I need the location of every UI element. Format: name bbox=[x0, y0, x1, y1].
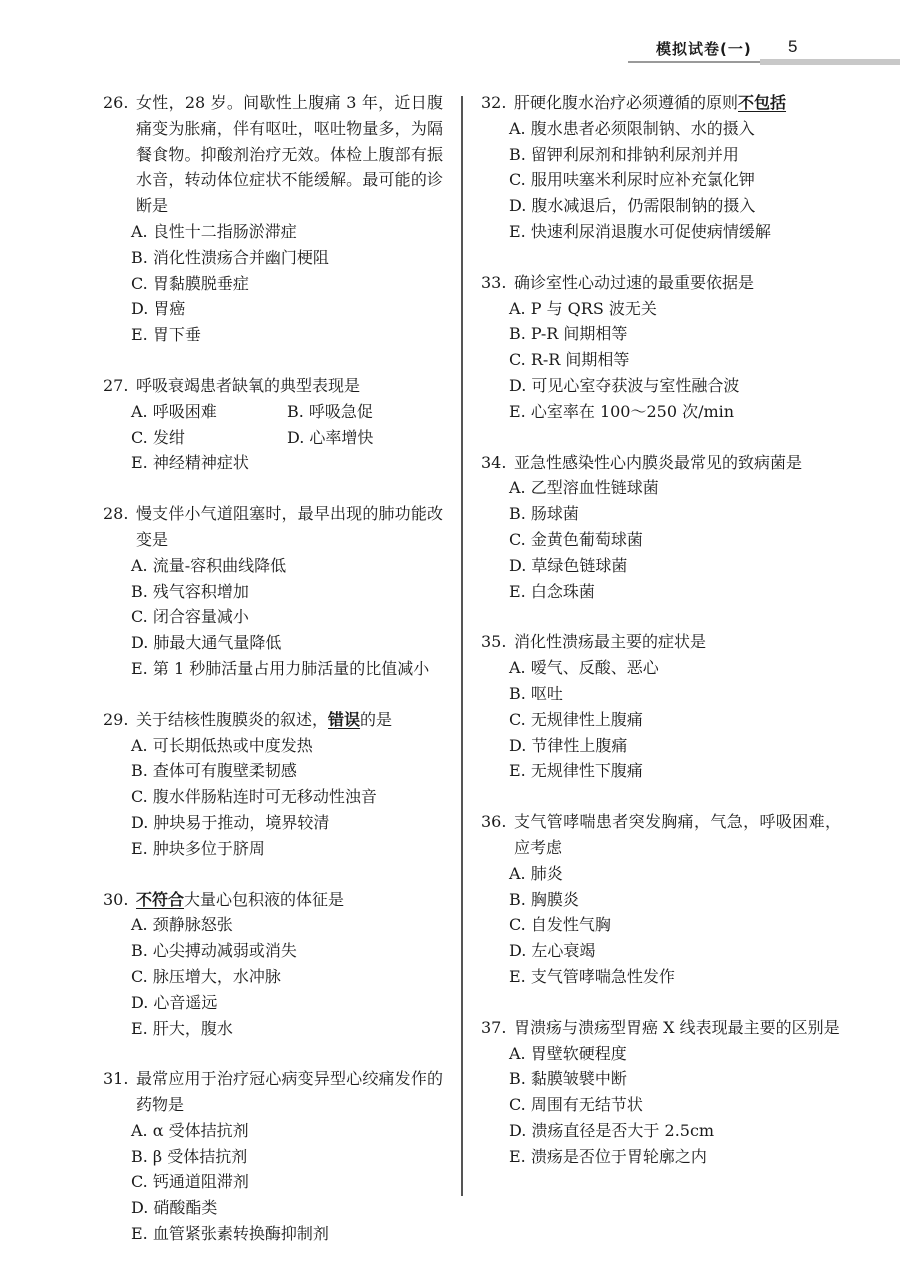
question-number: 33. bbox=[481, 272, 507, 292]
question-number: 26. bbox=[103, 93, 129, 112]
stem-text: 关于结核性腹膜炎的叙述， bbox=[136, 709, 329, 729]
option-c: C. 周围有无结节状 bbox=[509, 1095, 643, 1115]
option-a: A. 乙型溶血性链球菌 bbox=[509, 478, 659, 498]
option-b: B. 留钾利尿剂和排钠利尿剂并用 bbox=[509, 144, 739, 164]
question-29 bbox=[103, 707, 443, 862]
option-a: A. 肺炎 bbox=[509, 863, 563, 883]
question-stem: 胃溃疡与溃疡型胃癌 X 线表现最主要的区别是 bbox=[514, 1017, 840, 1037]
stem-emphasis: 不符合 bbox=[136, 889, 185, 909]
question-stem: 最常应用于治疗冠心病变异型心绞痛发作的药物是 bbox=[136, 1069, 443, 1115]
question-27 bbox=[103, 373, 443, 476]
option-a: A. 流量-容积曲线降低 bbox=[131, 555, 287, 575]
option-d: D. 肿块易于推动，境界较清 bbox=[131, 812, 330, 832]
option-d: D. 心音遥远 bbox=[131, 992, 218, 1012]
option-d: D. 胃癌 bbox=[131, 299, 186, 319]
question-stem bbox=[136, 707, 443, 733]
option-e: E. 第 1 秒肺活量占用力肺活量的比值减小 bbox=[131, 658, 430, 678]
option-d: D. 溃疡直径是否大于 2.5cm bbox=[509, 1120, 715, 1140]
question-stem: 慢支伴小气道阻塞时，最早出现的肺功能改变是 bbox=[136, 504, 443, 549]
option-a: A. 良性十二指肠淤滞症 bbox=[131, 221, 297, 241]
question-stem: 亚急性感染性心内膜炎最常见的致病菌是 bbox=[514, 452, 803, 472]
option-e: E. 心室率在 100～250 次/min bbox=[509, 401, 735, 421]
question-number: 35. bbox=[481, 632, 507, 652]
page-number: 5 bbox=[788, 37, 798, 56]
question-number: 34. bbox=[481, 452, 507, 472]
option-d: D. 心率增快 bbox=[287, 427, 374, 447]
question-number: 30. bbox=[103, 889, 129, 909]
question-stem: 消化性溃疡最主要的症状是 bbox=[514, 632, 707, 652]
option-a: A. 腹水患者必须限制钠、水的摄入 bbox=[509, 118, 755, 138]
option-c: C. 腹水伴肠粘连时可无移动性浊音 bbox=[131, 787, 377, 807]
option-c: C. 闭合容量减小 bbox=[131, 607, 249, 627]
question-34 bbox=[481, 450, 841, 605]
option-b: B. 肠球菌 bbox=[509, 504, 579, 524]
option-b: B. β 受体拮抗剂 bbox=[131, 1146, 248, 1166]
option-d: D. 草绿色链球菌 bbox=[509, 555, 628, 575]
option-d: D. 左心衰竭 bbox=[509, 941, 596, 961]
option-c: C. 钙通道阻滞剂 bbox=[131, 1172, 249, 1192]
question-number: 28. bbox=[103, 504, 129, 524]
option-d: D. 硝酸酯类 bbox=[131, 1198, 218, 1218]
page-header bbox=[0, 0, 900, 70]
question-31 bbox=[103, 1066, 443, 1247]
question-26 bbox=[103, 90, 443, 348]
option-c: C. 金黄色葡萄球菌 bbox=[509, 529, 643, 549]
header-tab-bar bbox=[760, 59, 900, 65]
option-d: D. 可见心室夺获波与室性融合波 bbox=[509, 375, 740, 395]
question-stem bbox=[136, 887, 443, 913]
option-e: E. 溃疡是否位于胃轮廓之内 bbox=[509, 1146, 707, 1166]
option-a: A. 颈静脉怒张 bbox=[131, 915, 233, 935]
question-30 bbox=[103, 887, 443, 1042]
option-b: B. 查体可有腹壁柔韧感 bbox=[131, 761, 297, 781]
option-c: C. R-R 间期相等 bbox=[509, 350, 630, 370]
question-number: 36. bbox=[481, 812, 507, 832]
option-e: E. 白念珠菌 bbox=[509, 581, 595, 601]
option-b: B. 胸膜炎 bbox=[509, 889, 579, 909]
left-column bbox=[103, 90, 443, 1265]
option-e: E. 肝大，腹水 bbox=[131, 1018, 233, 1038]
question-stem: 呼吸衰竭患者缺氧的典型表现是 bbox=[136, 375, 361, 395]
option-b: B. 残气容积增加 bbox=[131, 581, 249, 601]
option-a: A. 嗳气、反酸、恶心 bbox=[509, 658, 659, 678]
stem-text: 肝硬化腹水治疗必须遵循的原则 bbox=[514, 93, 739, 112]
stem-emphasis: 错误 bbox=[328, 709, 361, 729]
option-b: B. 心尖搏动减弱或消失 bbox=[131, 941, 297, 961]
stem-emphasis: 不包括 bbox=[738, 93, 787, 112]
option-e: E. 快速利尿消退腹水可促使病情缓解 bbox=[509, 221, 771, 241]
option-b: B. 呕吐 bbox=[509, 683, 563, 703]
option-d: D. 肺最大通气量降低 bbox=[131, 633, 282, 653]
question-37 bbox=[481, 1015, 841, 1170]
question-28 bbox=[103, 501, 443, 682]
question-number: 27. bbox=[103, 375, 129, 395]
question-number: 32. bbox=[481, 93, 507, 112]
option-e: E. 神经精神症状 bbox=[131, 453, 249, 473]
question-stem: 女性，28 岁。间歇性上腹痛 3 年，近日腹痛变为胀痛，伴有呕吐，呕吐物量多，为隔餐食物。抑酸剂治疗无效。体检上腹部有振水音，转动体位症状不能缓解。最可能的诊断是 bbox=[136, 93, 443, 216]
option-c: C. 脉压增大，水冲脉 bbox=[131, 966, 281, 986]
option-e: E. 肿块多位于脐周 bbox=[131, 838, 265, 858]
option-a: A. 呼吸困难 bbox=[131, 401, 217, 421]
option-e: E. 胃下垂 bbox=[131, 325, 201, 345]
option-a: A. α 受体拮抗剂 bbox=[131, 1120, 249, 1140]
option-d: D. 节律性上腹痛 bbox=[509, 735, 628, 755]
option-c: C. 胃黏膜脱垂症 bbox=[131, 273, 249, 293]
option-c: C. 自发性气胸 bbox=[509, 915, 611, 935]
option-e: E. 无规律性下腹痛 bbox=[509, 761, 643, 781]
running-title: 模拟试卷(一) bbox=[656, 40, 752, 58]
option-a: A. 胃壁软硬程度 bbox=[509, 1043, 627, 1063]
question-35 bbox=[481, 629, 841, 784]
option-c: C. 无规律性上腹痛 bbox=[509, 709, 643, 729]
question-36 bbox=[481, 809, 841, 990]
question-32 bbox=[481, 90, 841, 245]
option-b: B. 黏膜皱襞中断 bbox=[509, 1069, 627, 1089]
question-33 bbox=[481, 270, 841, 425]
stem-text: 的是 bbox=[360, 709, 393, 729]
option-e: E. 血管紧张素转换酶抑制剂 bbox=[131, 1224, 329, 1244]
question-stem bbox=[514, 90, 841, 116]
option-b: B. P-R 间期相等 bbox=[509, 324, 628, 344]
option-e: E. 支气管哮喘急性发作 bbox=[509, 966, 675, 986]
stem-text: 大量心包积液的体征是 bbox=[184, 889, 345, 909]
column-divider bbox=[461, 96, 463, 1196]
question-number: 29. bbox=[103, 709, 129, 729]
option-a: A. P 与 QRS 波无关 bbox=[509, 298, 657, 318]
question-number: 31. bbox=[103, 1069, 129, 1089]
question-stem: 支气管哮喘患者突发胸痛，气急，呼吸困难，应考虑 bbox=[514, 812, 841, 857]
option-b: B. 呼吸急促 bbox=[287, 401, 373, 421]
option-b: B. 消化性溃疡合并幽门梗阻 bbox=[131, 247, 329, 267]
option-d: D. 腹水减退后，仍需限制钠的摄入 bbox=[509, 196, 756, 216]
option-c: C. 发绀 bbox=[131, 427, 185, 447]
right-column bbox=[481, 90, 841, 1194]
option-c: C. 服用呋塞米利尿时应补充氯化钾 bbox=[509, 170, 755, 190]
question-number: 37. bbox=[481, 1017, 507, 1037]
option-a: A. 可长期低热或中度发热 bbox=[131, 735, 313, 755]
question-stem: 确诊室性心动过速的最重要依据是 bbox=[514, 272, 755, 292]
